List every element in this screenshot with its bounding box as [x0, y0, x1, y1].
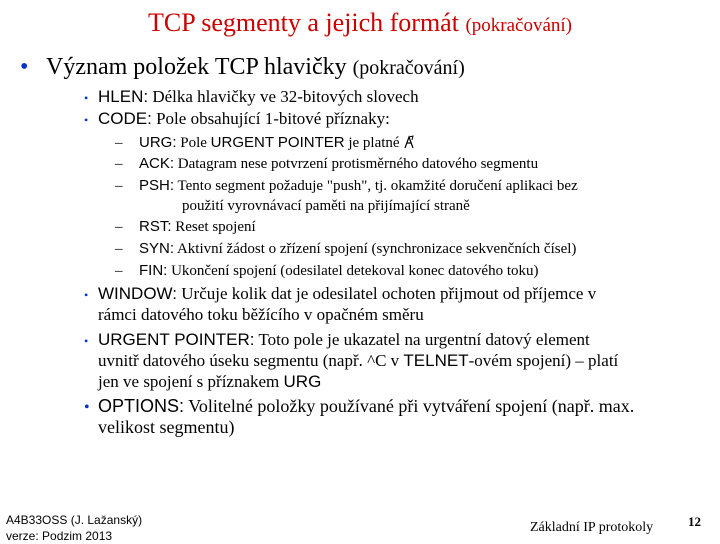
window-item: [84, 284, 596, 304]
hlen-item: [84, 87, 419, 107]
slide-title-main: TCP segmenty a jejich formát: [147, 8, 459, 37]
options-item: [84, 396, 634, 417]
flag-urg: – URG: Pole URGENT POINTER je platné: [115, 134, 415, 152]
flag-text: je platné: [348, 135, 400, 151]
bullet-icon: •: [84, 399, 90, 416]
flag-text: Ukončení spojení (odesilatel detekoval konec datového toku): [171, 263, 539, 279]
section-heading-sub: (pokračování): [352, 57, 465, 79]
slide-title-sub: (pokračování): [465, 15, 573, 36]
urgent-line2-text: uvnitř datového úseku segmentu (např. ^C v: [98, 351, 400, 370]
flag-key: SYN:: [139, 240, 175, 257]
urgent-line2-term: TELNET: [403, 351, 469, 370]
section-heading-text: Význam položek TCP hlavičky: [46, 54, 347, 80]
urgent-line2: [98, 351, 618, 371]
footer-topic: Základní IP protokoly: [530, 520, 654, 535]
flag-syn: – SYN: Aktivní žádost o zřízení spojení (synchronizace sekvenčních čísel): [115, 240, 577, 257]
flag-text: Tento segment požaduje "push", tj. okamžité doručení aplikaci bez: [177, 178, 578, 194]
flag-ack: – ACK: Datagram nese potvrzení protisměrného datového segmentu: [115, 155, 539, 172]
window-text: Určuje kolik dat je odesilatel ochoten přijmout od příjemce v: [181, 284, 597, 303]
flag-psh-cont: použití vyrovnávací paměti na přijímající straně: [182, 198, 470, 214]
page-number: 12: [688, 514, 701, 529]
flag-key: RST:: [139, 218, 172, 235]
flag-fin: – FIN: Ukončení spojení (odesilatel detekoval konec datového toku): [115, 262, 539, 279]
urgent-key: URGENT POINTER:: [98, 330, 255, 349]
flag-text: Aktivní žádost o zřízení spojení (synchronizace sekvenčních čísel): [176, 241, 577, 257]
flag-text-term: URGENT POINTER: [210, 134, 345, 151]
urgent-item: [84, 330, 590, 350]
pointer-icon: [403, 135, 415, 149]
footer-course-info: [6, 512, 142, 544]
footer-version: verze: Podzim 2013: [6, 529, 113, 543]
section-heading: [20, 54, 465, 81]
slide-title: [0, 8, 720, 38]
urgent-line2-text: -ovém spojení) – platí: [468, 351, 619, 370]
code-key: CODE:: [98, 109, 152, 128]
bullet-icon: •: [84, 113, 89, 127]
options-cont: velikost segmentu): [98, 417, 235, 437]
footer-course: A4B33OSS (J. Lažanský): [6, 513, 143, 527]
flag-text: Datagram nese potvrzení protisměrného datového segmentu: [177, 156, 539, 172]
urgent-line3: [98, 372, 321, 392]
window-cont: rámci datového toku běžícího v opačném směru: [98, 305, 424, 324]
hlen-text: Délka hlavičky ve 32-bitových slovech: [152, 87, 419, 106]
urgent-line3-text: jen ve spojení s příznakem: [98, 372, 280, 391]
bullet-icon: •: [84, 288, 89, 302]
flag-psh: – PSH: Tento segment požaduje "push", tj. okamžité doručení aplikaci bez: [115, 177, 578, 194]
options-key: OPTIONS:: [98, 396, 185, 416]
code-item: [84, 109, 390, 129]
code-text: Pole obsahující 1-bitové příznaky:: [156, 109, 390, 128]
urgent-line3-term: URG: [283, 372, 322, 391]
bullet-icon: •: [84, 334, 89, 348]
urgent-text: Toto pole je ukazatel na urgentní datový element: [258, 330, 590, 349]
flag-text: Pole: [180, 135, 207, 151]
flag-rst: – RST: Reset spojení: [115, 218, 256, 235]
flag-text: Reset spojení: [175, 219, 256, 235]
flag-key: URG:: [139, 134, 177, 151]
flag-key: PSH:: [139, 177, 175, 194]
flag-key: ACK:: [139, 155, 175, 172]
window-key: WINDOW:: [98, 284, 178, 303]
bullet-icon: •: [84, 91, 89, 105]
hlen-key: HLEN:: [98, 87, 149, 106]
flag-key: FIN:: [139, 262, 168, 279]
options-text: Volitelné položky používané při vytváření spojení (např. max.: [188, 396, 635, 416]
bullet-icon: •: [20, 54, 29, 80]
